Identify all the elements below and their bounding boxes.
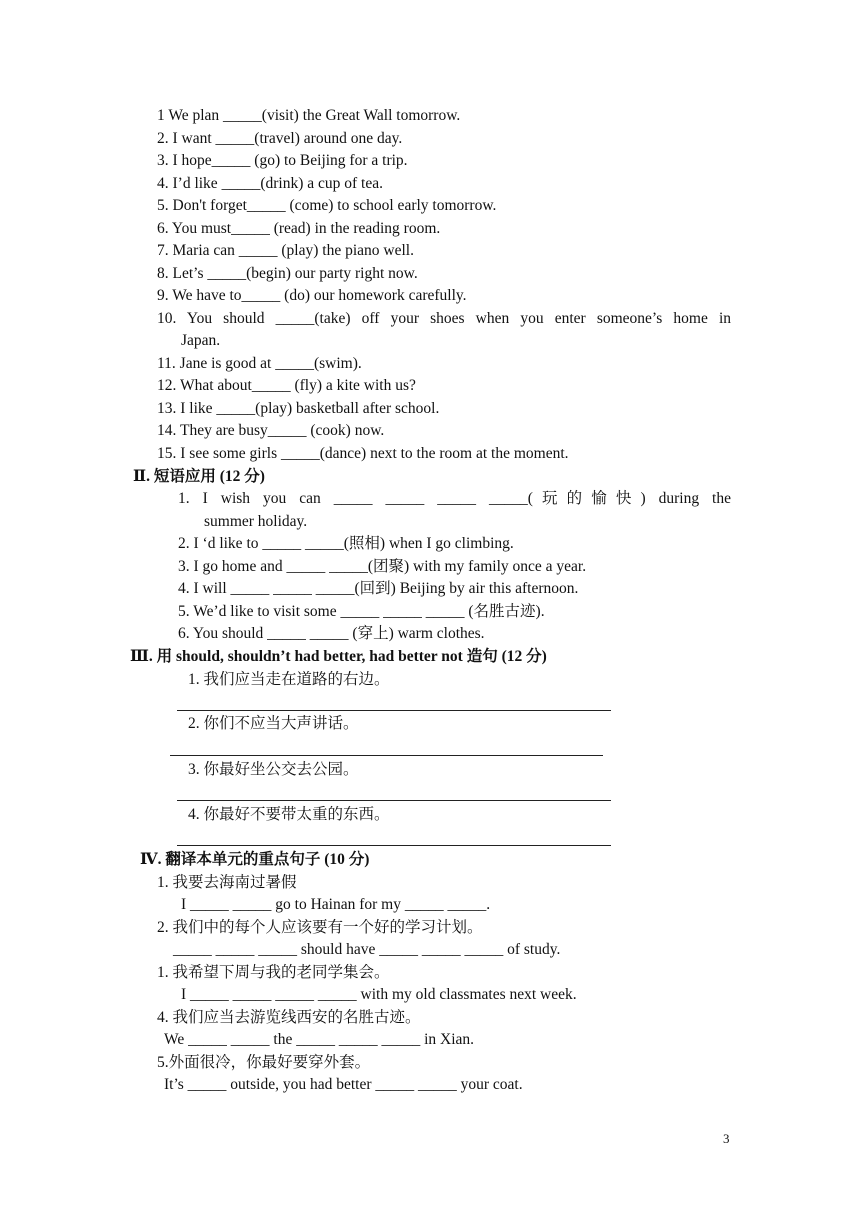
exercise-item-9: 9. We have to_____ (do) our homework carefully. bbox=[157, 287, 467, 304]
exercise-item-13: 13. I like _____(play) basketball after school. bbox=[157, 400, 440, 417]
translation-prompt-3: 1. 我希望下周与我的老同学集会。 bbox=[157, 964, 390, 981]
answer-line-3 bbox=[177, 800, 611, 801]
page-number: 3 bbox=[723, 1131, 730, 1146]
sentence-item-3: 3. 你最好坐公交去公园。 bbox=[188, 761, 359, 778]
phrase-item-4: 4. I will _____ _____ _____(回到) Beijing by air this afternoon. bbox=[178, 580, 579, 597]
exercise-item-8: 8. Let’s _____(begin) our party right now. bbox=[157, 265, 418, 282]
sentence-item-1: 1. 我们应当走在道路的右边。 bbox=[188, 671, 390, 688]
translation-answer-2: _____ _____ _____ should have _____ _____ _____ of study. bbox=[173, 941, 561, 958]
sentence-item-4: 4. 你最好不要带太重的东西。 bbox=[188, 806, 390, 823]
exercise-item-15: 15. I see some girls _____(dance) next to the room at the moment. bbox=[157, 445, 569, 462]
exercise-item-1: 1 We plan _____(visit) the Great Wall tomorrow. bbox=[157, 107, 461, 124]
exercise-item-14: 14. They are busy_____ (cook) now. bbox=[157, 422, 385, 439]
exercise-item-10: 10. You should _____(take) off your shoes when you enter someone’s home in bbox=[157, 310, 731, 327]
answer-line-1 bbox=[177, 710, 611, 711]
exercise-item-5: 5. Don't forget_____ (come) to school early tomorrow. bbox=[157, 197, 497, 214]
phrase-item-1: 1. I wish you can _____ _____ _____ _____(玩的愉快) during the bbox=[178, 490, 731, 507]
section-4-heading: Ⅳ. 翻译本单元的重点句子 (10 分) bbox=[140, 851, 370, 868]
phrase-item-6: 6. You should _____ _____ (穿上) warm clothes. bbox=[178, 625, 485, 642]
exercise-item-3: 3. I hope_____ (go) to Beijing for a trip. bbox=[157, 152, 408, 169]
phrase-item-3: 3. I go home and _____ _____(团聚) with my family once a year. bbox=[178, 558, 587, 575]
exercise-item-6: 6. You must_____ (read) in the reading room. bbox=[157, 220, 441, 237]
translation-answer-1: I _____ _____ go to Hainan for my _____ _____. bbox=[181, 896, 491, 913]
translation-prompt-5: 5.外面很冷，你最好要穿外套。 bbox=[157, 1054, 371, 1071]
exercise-item-12: 12. What about_____ (fly) a kite with us? bbox=[157, 377, 416, 394]
section-3-heading: Ⅲ. 用 should, shouldn’t had better, had better not 造句 (12 分) bbox=[130, 648, 547, 665]
answer-line-2 bbox=[170, 755, 603, 756]
answer-line-4 bbox=[177, 845, 611, 846]
section-2-heading: Ⅱ. 短语应用 (12 分) bbox=[133, 468, 265, 485]
translation-prompt-2: 2. 我们中的每个人应该要有一个好的学习计划。 bbox=[157, 919, 483, 936]
phrase-item-2: 2. I ‘d like to _____ _____(照相) when I go climbing. bbox=[178, 535, 514, 552]
exercise-item-2: 2. I want _____(travel) around one day. bbox=[157, 130, 403, 147]
exercise-item-10-continued: Japan. bbox=[181, 332, 221, 349]
translation-answer-4: We _____ _____ the _____ _____ _____ in Xian. bbox=[164, 1031, 475, 1048]
exercise-item-7: 7. Maria can _____ (play) the piano well. bbox=[157, 242, 414, 259]
translation-prompt-4: 4. 我们应当去游览线西安的名胜古迹。 bbox=[157, 1009, 421, 1026]
sentence-item-2: 2. 你们不应当大声讲话。 bbox=[188, 715, 359, 732]
exercise-item-11: 11. Jane is good at _____(swim). bbox=[157, 355, 362, 372]
translation-answer-3: I _____ _____ _____ _____ with my old classmates next week. bbox=[181, 986, 577, 1003]
phrase-item-1-continued: summer holiday. bbox=[204, 513, 308, 530]
phrase-item-5: 5. We’d like to visit some _____ _____ _____ (名胜古迹). bbox=[178, 603, 545, 620]
exercise-item-4: 4. I’d like _____(drink) a cup of tea. bbox=[157, 175, 383, 192]
translation-prompt-1: 1. 我要去海南过暑假 bbox=[157, 874, 297, 891]
translation-answer-5: It’s _____ outside, you had better _____ _____ your coat. bbox=[164, 1076, 523, 1093]
